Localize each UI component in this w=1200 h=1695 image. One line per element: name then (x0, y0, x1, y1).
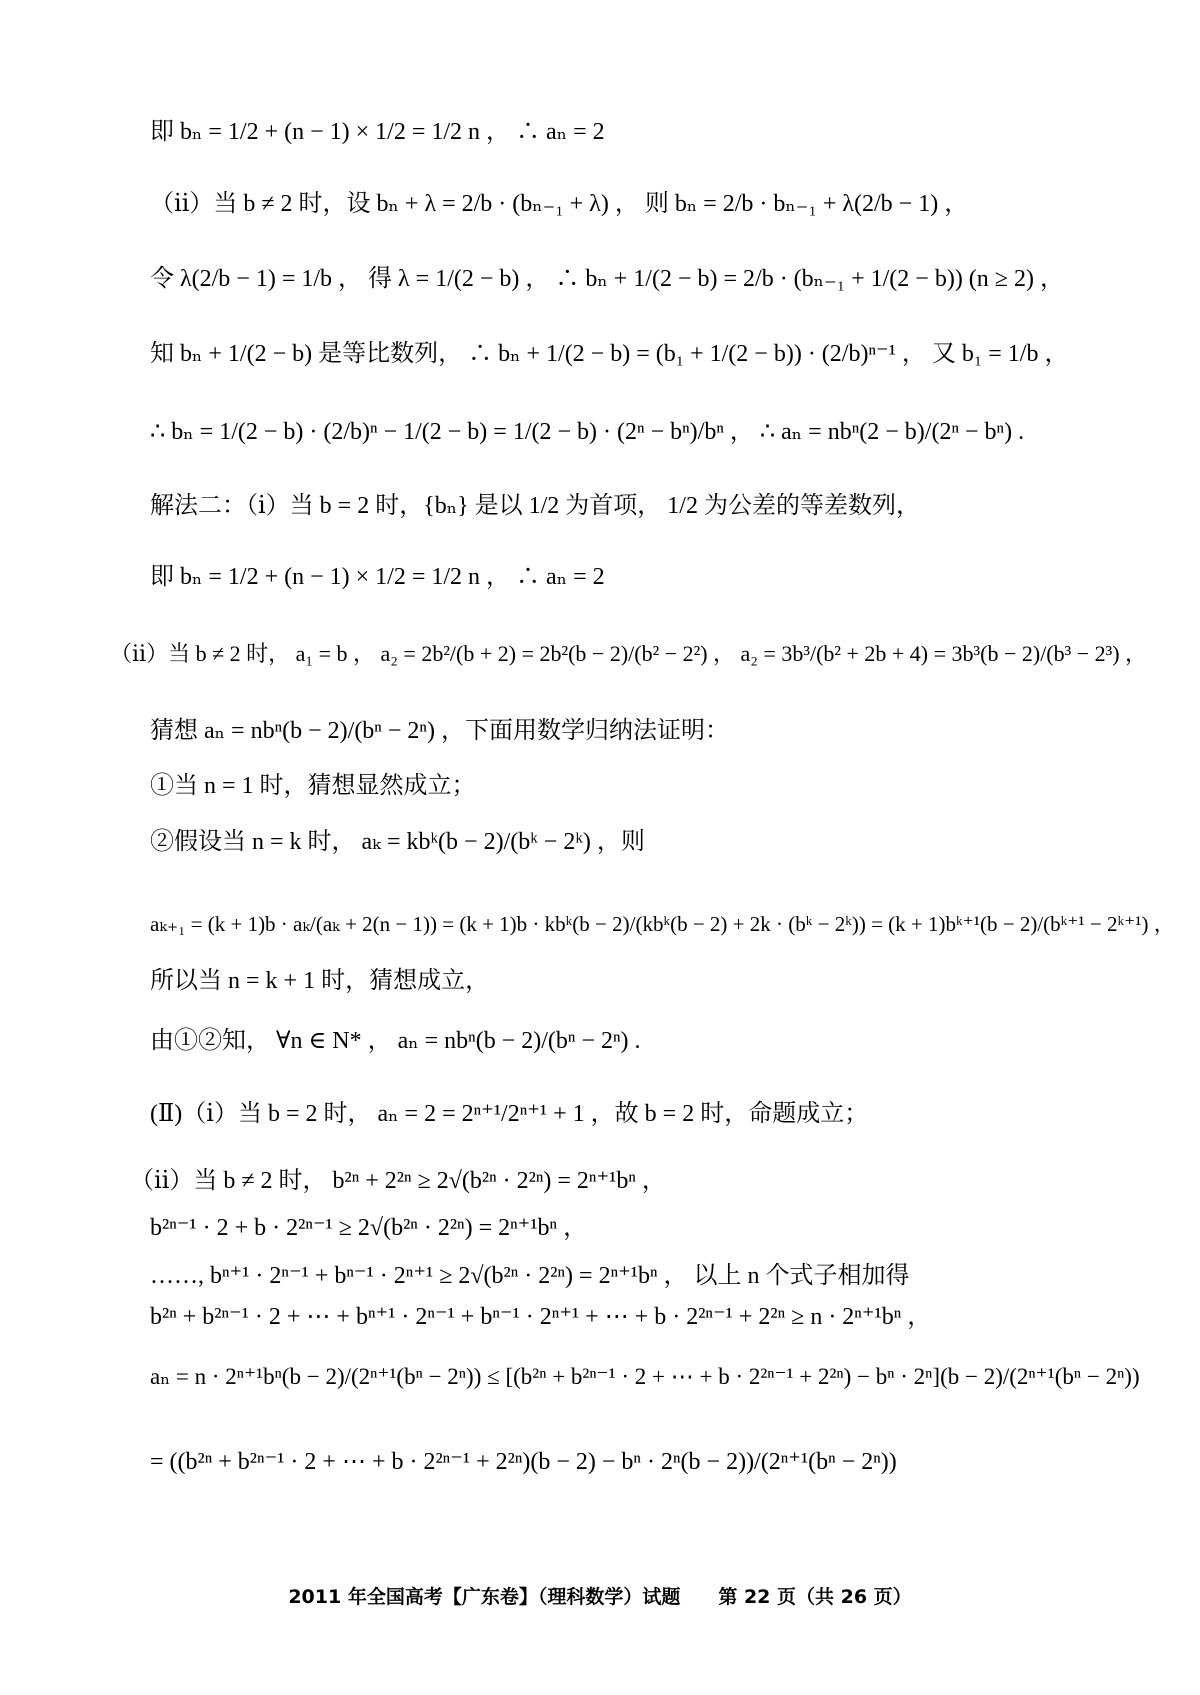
math-line-16: （ⅱ）当 b ≠ 2 时， b²ⁿ + 2²ⁿ ≥ 2√(b²ⁿ · 2²ⁿ) = 2ⁿ⁺¹bⁿ ， (130, 1168, 666, 1194)
math-line-2: （ⅱ）当 b ≠ 2 时，设 bₙ + λ = 2/b · (bₙ₋₁ + λ) ， 则 bₙ = 2/b · bₙ₋₁ + λ(2/b − 1) ， (150, 191, 969, 217)
math-line-21: = ((b²ⁿ + b²ⁿ⁻¹ · 2 + ⋯ + b · 2²ⁿ⁻¹ + 2²ⁿ)(b − 2) − bⁿ · 2ⁿ(b − 2))/(2ⁿ⁺¹(bⁿ − 2ⁿ)) (150, 1449, 897, 1475)
math-line-4: 知 bₙ + 1/(2 − b) 是等比数列， ∴ bₙ + 1/(2 − b) = (b₁ + 1/(2 − b)) · (2/b)ⁿ⁻¹ ， 又 b₁ = 1/b ， (150, 341, 1069, 367)
math-line-10: ①当 n = 1 时，猜想显然成立； (150, 773, 476, 799)
math-line-13: 所以当 n = k + 1 时，猜想成立， (150, 968, 490, 994)
math-line-17: b²ⁿ⁻¹ · 2 + b · 2²ⁿ⁻¹ ≥ 2√(b²ⁿ · 2²ⁿ) = 2ⁿ⁺¹bⁿ ， (150, 1215, 588, 1241)
math-line-18: ……, bⁿ⁺¹ · 2ⁿ⁻¹ + bⁿ⁻¹ · 2ⁿ⁺¹ ≥ 2√(b²ⁿ · 2²ⁿ) = 2ⁿ⁺¹bⁿ ， 以上 n 个式子相加得 (150, 1263, 910, 1289)
math-line-15: (Ⅱ)（ⅰ）当 b = 2 时， aₙ = 2 = 2ⁿ⁺¹/2ⁿ⁺¹ + 1 ，故 b = 2 时，命题成立； (150, 1101, 869, 1127)
math-line-19: b²ⁿ + b²ⁿ⁻¹ · 2 + ⋯ + bⁿ⁺¹ · 2ⁿ⁻¹ + bⁿ⁻¹ · 2ⁿ⁺¹ + ⋯ + b · 2²ⁿ⁻¹ + 2²ⁿ ≥ n · 2ⁿ⁺¹bⁿ ， (150, 1304, 932, 1330)
math-line-5: ∴ bₙ = 1/(2 − b) · (2/b)ⁿ − 1/(2 − b) = 1/(2 − b) · (2ⁿ − bⁿ)/bⁿ ， ∴ aₙ = nbⁿ(2 − b)/(2ⁿ − bⁿ) . (150, 419, 1025, 445)
math-line-3: 令 λ(2/b − 1) = 1/b ， 得 λ = 1/(2 − b) ， ∴ bₙ + 1/(2 − b) = 2/b · (bₙ₋₁ + 1/(2 − b)) (n ≥ 2) ， (150, 266, 1064, 292)
math-line-20: aₙ = n · 2ⁿ⁺¹bⁿ(b − 2)/(2ⁿ⁺¹(bⁿ − 2ⁿ)) ≤ [(b²ⁿ + b²ⁿ⁻¹ · 2 + ⋯ + b · 2²ⁿ⁻¹ + 2²ⁿ) − bⁿ · 2ⁿ](b − 2)/(2ⁿ⁺¹(bⁿ − 2ⁿ)) (150, 1364, 1140, 1389)
math-line-11: ②假设当 n = k 时， aₖ = kbᵏ(b − 2)/(bᵏ − 2ᵏ) ，则 (150, 829, 645, 855)
math-line-7: 即 bₙ = 1/2 + (n − 1) × 1/2 = 1/2 n ， ∴ aₙ = 2 (150, 564, 605, 590)
math-line-12: aₖ₊₁ = (k + 1)b · aₖ/(aₖ + 2(n − 1)) = (k + 1)b · kbᵏ(b − 2)/(kbᵏ(b − 2) + 2k · (bᵏ − 2ᵏ)) = (k + 1)bᵏ⁺¹(b − 2)/(bᵏ⁺¹ − 2ᵏ⁺¹) ， (150, 912, 1175, 936)
math-line-1: 即 bₙ = 1/2 + (n − 1) × 1/2 = 1/2 n ， ∴ aₙ = 2 (150, 119, 605, 145)
math-line-9: 猜想 aₙ = nbⁿ(b − 2)/(bⁿ − 2ⁿ) ，下面用数学归纳法证明： (150, 718, 729, 744)
math-line-6: 解法二：（ⅰ）当 b = 2 时，{bₙ} 是以 1/2 为首项， 1/2 为公差的等差数列， (150, 493, 920, 519)
math-line-8: （ⅱ）当 b ≠ 2 时， a₁ = b ， a₂ = 2b²/(b + 2) = 2b²(b − 2)/(b² − 2²) ， a₂ = 3b³/(b² + 2b + 4) = 3b³(b − 2)/(b³ − 2³) ， (110, 641, 1148, 666)
math-line-14: 由①②知， ∀n ∈ N* ， aₙ = nbⁿ(b − 2)/(bⁿ − 2ⁿ) . (150, 1028, 641, 1054)
page-footer: 2011 年全国高考【广东卷】（理科数学）试题 第 22 页（共 26 页） (288, 1586, 912, 1608)
